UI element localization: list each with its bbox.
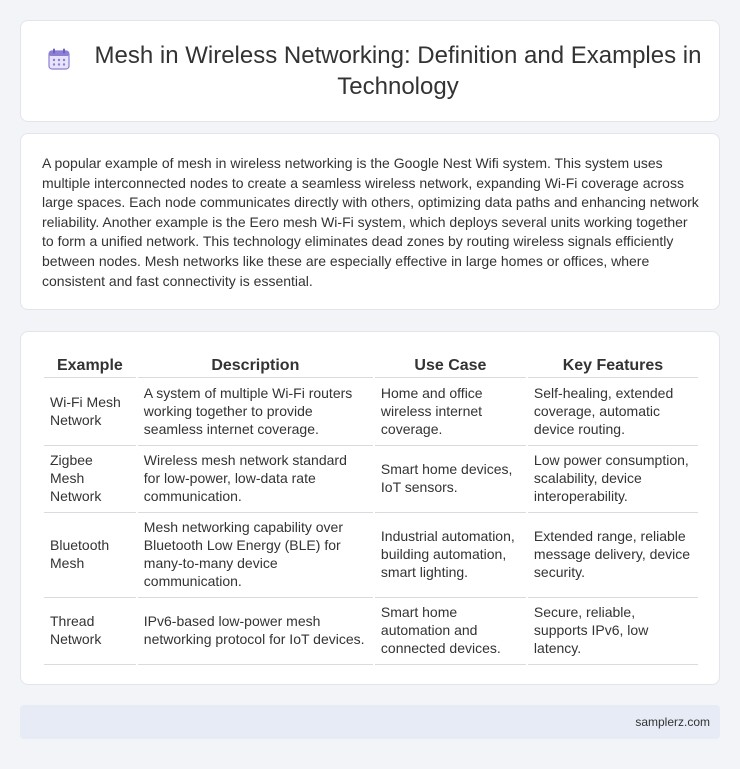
cell-example: Wi-Fi Mesh Network bbox=[44, 378, 136, 446]
cell-use-case: Smart home devices, IoT sensors. bbox=[375, 446, 526, 513]
table-row bbox=[44, 598, 698, 665]
cell-key-features: Low power consumption, scalability, device interoperability. bbox=[528, 446, 698, 513]
cell-example: Zigbee Mesh Network bbox=[44, 446, 136, 513]
examples-table bbox=[42, 352, 700, 665]
intro-card bbox=[20, 133, 720, 310]
header-example: Example bbox=[44, 352, 136, 378]
cell-example: Thread Network bbox=[44, 598, 136, 665]
intro-paragraph: A popular example of mesh in wireless networking is the Google Nest Wifi system. This system uses multiple interconnected nodes to create a seamless wireless network, expanding Wi-Fi coverage across large spaces. Each node communicates directly with others, optimizing data paths and enhancing network reliability. Another example is the Eero mesh Wi-Fi system, which deploys several units working together to form a unified network. This technology eliminates dead zones by routing wireless signals efficiently between nodes. Mesh networks like these are especially effective in large homes or offices, where consistent and fast connectivity is essential. bbox=[42, 155, 699, 289]
cell-key-features: Extended range, reliable message delivery, device security. bbox=[528, 513, 698, 598]
cell-description: Mesh networking capability over Bluetooth Low Energy (BLE) for many-to-many device communication. bbox=[138, 513, 373, 598]
cell-key-features: Secure, reliable, supports IPv6, low latency. bbox=[528, 598, 698, 665]
footer-bar bbox=[20, 705, 720, 739]
cell-use-case: Industrial automation, building automation, smart lighting. bbox=[375, 513, 526, 598]
header-key-features: Key Features bbox=[528, 352, 698, 378]
table-row bbox=[44, 446, 698, 513]
table-row bbox=[44, 378, 698, 446]
cell-description: Wireless mesh network standard for low-power, low-data rate communication. bbox=[138, 446, 373, 513]
cell-use-case: Home and office wireless internet coverage. bbox=[375, 378, 526, 446]
header-description: Description bbox=[138, 352, 373, 378]
cell-example: Bluetooth Mesh bbox=[44, 513, 136, 598]
header-use-case: Use Case bbox=[375, 352, 526, 378]
cell-key-features: Self-healing, extended coverage, automatic device routing. bbox=[528, 378, 698, 446]
footer-site-link[interactable]: samplerz.com bbox=[635, 715, 710, 729]
page-title: Mesh in Wireless Networking: Definition and Examples in Technology bbox=[94, 42, 702, 100]
cell-description: IPv6-based low-power mesh networking protocol for IoT devices. bbox=[138, 598, 373, 665]
table-card bbox=[20, 331, 720, 685]
title-card bbox=[20, 20, 720, 122]
table-row bbox=[44, 513, 698, 598]
cell-use-case: Smart home automation and connected devices. bbox=[375, 598, 526, 665]
cell-description: A system of multiple Wi-Fi routers working together to provide seamless internet coverage. bbox=[138, 378, 373, 446]
table-header-row bbox=[44, 352, 698, 378]
